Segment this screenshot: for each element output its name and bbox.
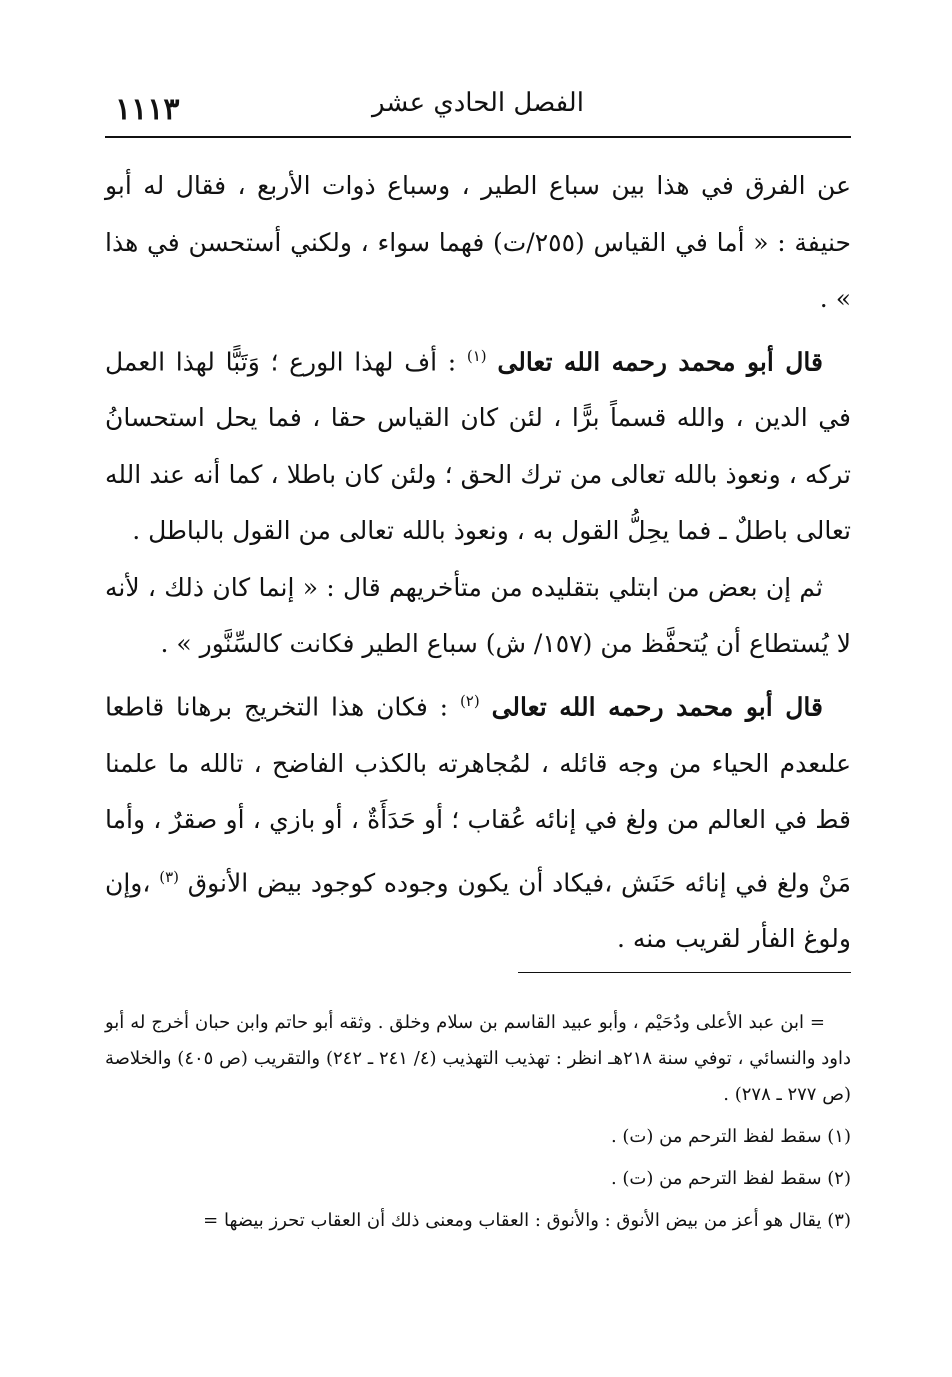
footnote-continuation: = ابن عبد الأعلى ودُحَيْم ، وأبو عبيد القاسم بن سلام وخلق . وثقه أبو حاتم وابن حبان أخرج له أبو داود والنسائي ، توفي سنة ٢١٨هـ انظر : تهذيب التهذيب (٤/ ٢٤١ ـ ٢٤٢) والتقريب (ص ٤٠٥) والخلاصة (ص ٢٧٧ ـ ٢٧٨) . [105, 1012, 851, 1105]
footnote-separator [518, 972, 851, 973]
footnote-item [105, 1119, 851, 1155]
footnote-ref-3: (٣) [159, 867, 179, 886]
running-title: الفصل الحادي عشر [372, 88, 584, 118]
speaker-label: قال أبو محمد رحمه الله تعالى [491, 692, 823, 722]
paragraph-1: عن الفرق في هذا بين سباع الطير ، وسباع ذوات الأربع ، فقال له أبو حنيفة : « أما في القياس (٢٥٥/ت) فهما سواء ، ولكني أستحسن في هذا » . [105, 171, 851, 313]
paragraph-4-text-a: : فكان هذا التخريج برهانا قاطعا علىعدم الحياء من وجه قائله ، لمُجاهرته بالكذب الفاضح ، تالله ما علمنا قط في العالم من ولغ في إنائه عُقاب ؛ أو حَدَأَةٌ ، أو بازي ، أو صقرٌ ، وأما مَنْ ولغ في إنائه حَنَش ،فيكاد أن يكون وجوده كوجود بيض الأنوق [105, 692, 851, 897]
footnote-ref-2: (٢) [459, 691, 480, 710]
page-header [105, 78, 851, 138]
footnote-item [105, 1161, 851, 1197]
footnote-item [105, 1203, 851, 1239]
footnote-text: سقط لفظ الترحم من (ت) . [610, 1168, 822, 1189]
page-number: ١١١٣ [115, 92, 180, 127]
footnote-ref-1: (١) [466, 346, 487, 365]
speaker-label: قال أبو محمد رحمه الله تعالى [497, 346, 823, 376]
footnote-text: يقال هو أعز من بيض الأنوق : والأنوق : العقاب ومعنى ذلك أن العقاب تحرز بيضها = [203, 1210, 822, 1231]
footnote-number: (٣) [827, 1210, 851, 1231]
footnotes [105, 1005, 851, 1239]
paragraph-4 [105, 673, 851, 968]
footnote-number: (١) [827, 1126, 851, 1147]
footnote-number: (٢) [827, 1168, 851, 1189]
main-text [105, 158, 851, 968]
paragraph-2-text: : أف لهذا الورع ؛ وَتَبًّا لهذا العمل في الدين ، والله قسماً برًّا ، لئن كان القياس حقا ، فما يحل استحسانُ تركه ، ونعوذ بالله تعالى من ترك الحق ؛ ولئن كان باطلا ، كما أنه عند الله تعالى باطلٌ ـ فما يحِلُّ القول به ، ونعوذ بالله تعالى من القول بالباطل . [105, 346, 851, 546]
footnote-text: سقط لفظ الترحم من (ت) . [610, 1126, 822, 1147]
paragraph-3: ثم إن بعض من ابتلي بتقليده من متأخريهم قال : « إنما كان ذلك ، لأنه لا يُستطاع أن يُتحفَّظ من (١٥٧/ ش) سباع الطير فكانت كالسِّنَّور » . [105, 572, 851, 659]
paragraph-4-text-b: ،وإن ولوغ الفأر لقريب منه . [105, 867, 851, 954]
paragraph-2 [105, 328, 851, 560]
